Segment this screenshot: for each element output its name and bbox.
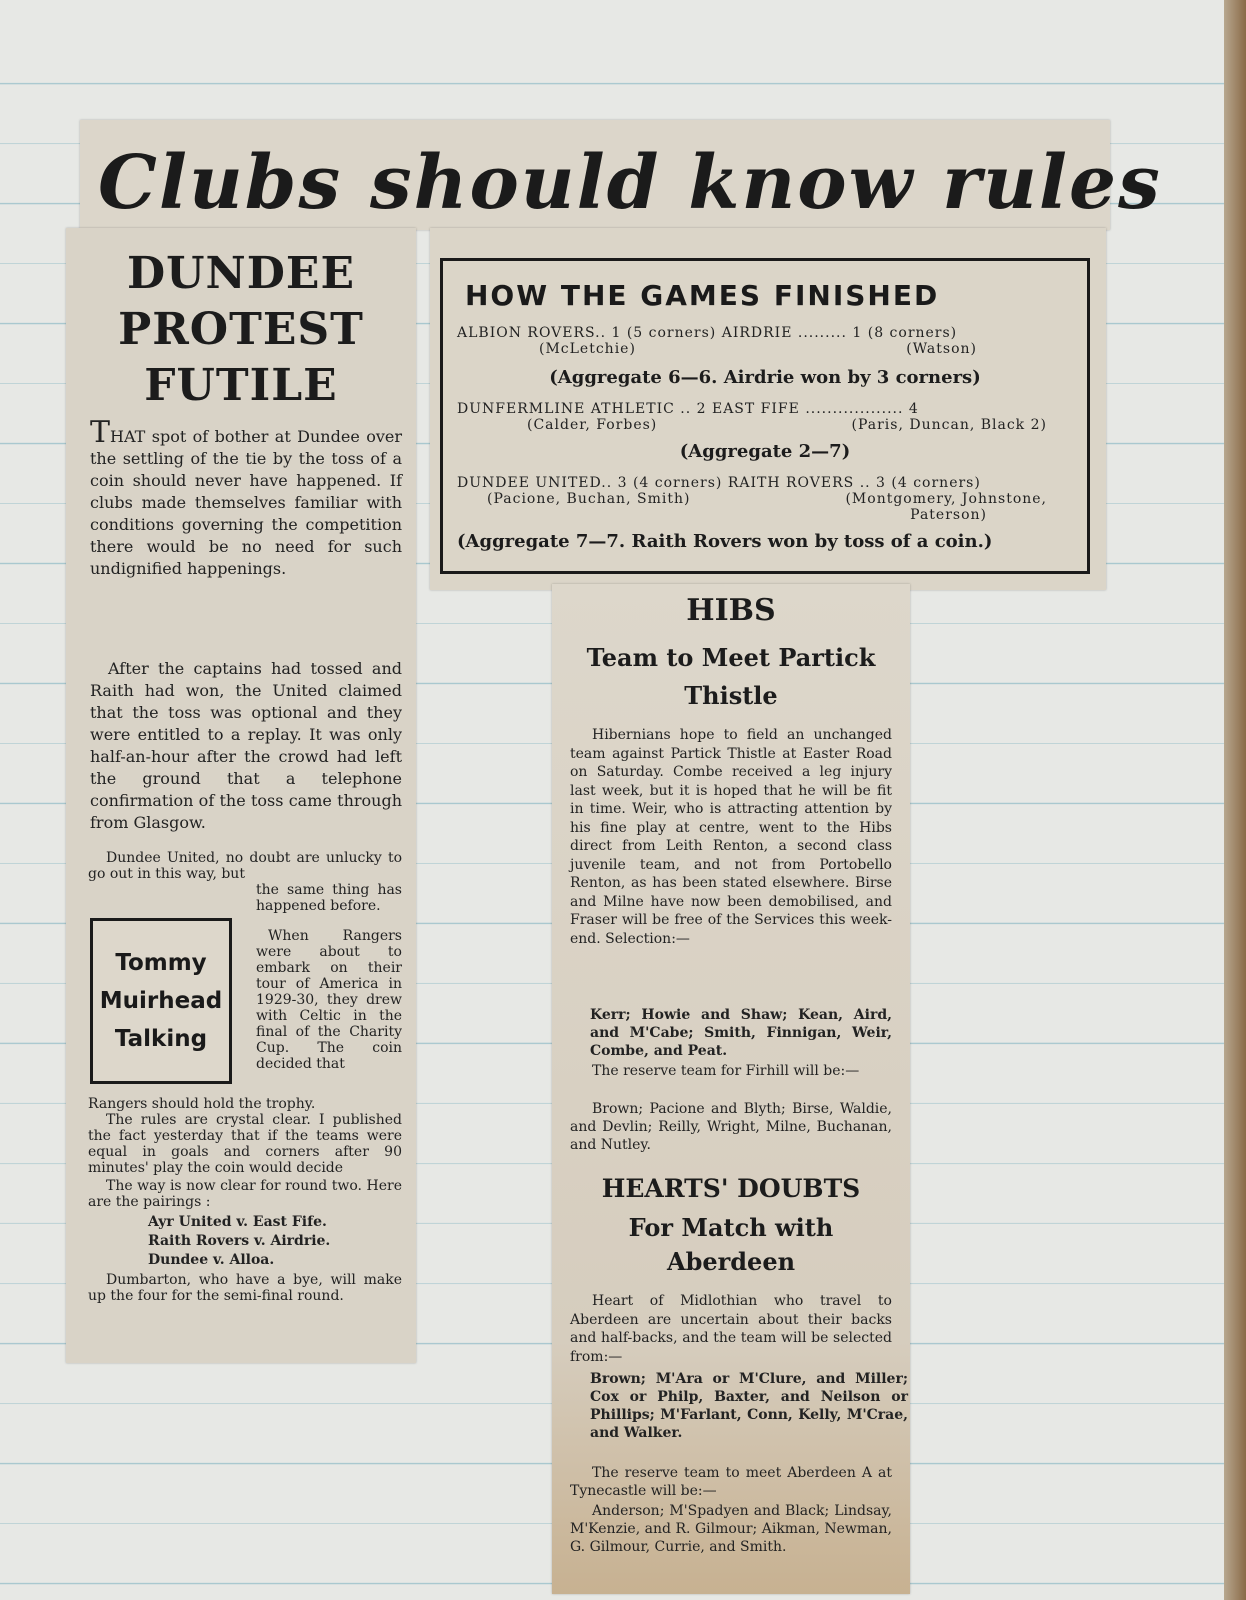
match-1-scoreline: ALBION ROVERS.. 1 (5 corners) AIRDRIE ......... 1 (8 corners): [457, 325, 958, 341]
byline-line-2: Muirhead: [99, 988, 223, 1014]
match-2-aggregate: (Aggregate 2—7): [679, 441, 851, 462]
dundee-paragraph-4-side: When Rangers were about to embark on their tour of America in 1929-30, they drew with Celtic in the final of the Charity Cup. The coin decided that: [256, 928, 402, 1072]
hibs-subheading-line-2: Thistle: [684, 681, 778, 710]
match-3-scoreline: DUNDEE UNITED.. 3 (4 corners) RAITH ROVERS .. 3 (4 corners): [457, 475, 981, 491]
match-2-scoreline: DUNFERMLINE ATHLETIC .. 2 EAST FIFE .................. 4: [457, 401, 919, 417]
dundee-paragraph-2: After the captains had tossed and Raith had won, the United claimed that the toss was optional and they were entitled to a replay. It was only half-an-hour after the crowd had left the ground that a telephone confirmation of the toss came through from Glasgow.: [90, 659, 402, 832]
hibs-hearts-clipping: [552, 584, 910, 1594]
dundee-paragraph-7: Dumbarton, who have a bye, will make up the four for the semi-final round.: [88, 1272, 402, 1304]
match-2-scorers-home: (Calder, Forbes): [527, 417, 658, 433]
hibs-heading: HIBS: [686, 593, 776, 628]
match-1-scorers-away: (Watson): [906, 341, 977, 357]
hibs-subheading-line-1: Team to Meet Partick: [586, 643, 876, 672]
headline: Clubs should know rules: [98, 140, 1162, 226]
match-1-aggregate: (Aggregate 6—6. Airdrie won by 3 corners): [549, 367, 981, 388]
dundee-heading-line-2: PROTEST: [118, 304, 364, 355]
hibs-paragraph-2: The reserve team for Firhill will be:—: [592, 1063, 860, 1079]
pairing-item: Ayr United v. East Fife.: [148, 1214, 327, 1230]
match-3-scorers-away: (Montgomery, Johnstone,: [845, 491, 1047, 507]
hibs-team-selection: Kerr; Howie and Shaw; Kean, Aird, and M'Cabe; Smith, Finnigan, Weir, Combe, and Peat.: [590, 1007, 892, 1059]
byline-line-1: Tommy: [115, 950, 207, 976]
byline-box: [90, 918, 232, 1084]
match-2-scorers-away: (Paris, Duncan, Black 2): [851, 417, 1047, 433]
hearts-subheading-line-2: Aberdeen: [666, 1247, 796, 1276]
byline-line-3: Talking: [114, 1026, 208, 1052]
dundee-article-clipping: [66, 228, 416, 1363]
match-1-scorers-home: (McLetchie): [539, 341, 636, 357]
hearts-paragraph-1: Heart of Midlothian who travel to Aberdeen are uncertain about their backs and half-backs, and the team will be selected from:—: [570, 1293, 892, 1365]
results-box: [440, 258, 1090, 574]
dundee-heading: [66, 228, 416, 414]
match-3-scorers-away-cont: Paterson): [910, 507, 987, 523]
hearts-team-selection: Brown; M'Ara or M'Clure, and Miller; Cox or Philp, Baxter, and Neilson or Phillips; M'Farlant, Conn, Kelly, M'Crae, and Walker.: [590, 1371, 908, 1441]
dundee-paragraph-1: [90, 415, 402, 580]
hearts-reserve-team: Anderson; M'Spadyen and Black; Lindsay, M'Kenzie, and R. Gilmour; Aikman, Newman, G. Gilmour, Currie, and Smith.: [570, 1503, 892, 1555]
drop-cap: T: [90, 415, 111, 450]
dundee-heading-line-1: DUNDEE: [127, 248, 355, 299]
dundee-paragraph-4-end: Rangers should hold the trophy.: [88, 1096, 316, 1112]
pairing-item: Raith Rovers v. Airdrie.: [148, 1233, 331, 1249]
match-3-aggregate: (Aggregate 7—7. Raith Rovers won by toss of a coin.): [457, 531, 993, 552]
dundee-paragraph-5: The rules are crystal clear. I published the fact yesterday that if the teams were equal in goals and corners after 90 minutes' play the coin would decide: [88, 1112, 402, 1176]
hearts-heading: HEARTS' DOUBTS: [601, 1174, 861, 1203]
pairings-list: [88, 1213, 402, 1270]
hibs-reserve-team: Brown; Pacione and Blyth; Birse, Waldie, and Devlin; Reilly, Wright, Milne, Buchanan, and Nutley.: [570, 1101, 892, 1153]
match-3-scorers-home: (Pacione, Buchan, Smith): [487, 491, 691, 507]
headline-clipping: [80, 120, 1162, 230]
hearts-paragraph-2: The reserve team to meet Aberdeen A at Tynecastle will be:—: [570, 1465, 892, 1499]
pairing-item: Dundee v. Alloa.: [148, 1252, 275, 1268]
hearts-subheading-line-1: For Match with: [628, 1213, 834, 1242]
results-title: HOW THE GAMES FINISHED: [465, 279, 940, 312]
scrapbook-page-edge: [1224, 0, 1246, 1600]
dundee-paragraph-1-text: HAT spot of bother at Dundee over the settling of the tie by the toss of a coin should never have happened. If clubs made themselves familiar with conditions governing the competition there would be no need for such undignified happenings.: [90, 427, 402, 578]
dundee-paragraph-3-lead: Dundee United, no doubt are unlucky to go out in this way, but: [88, 850, 402, 882]
dundee-heading-line-3: FUTILE: [144, 360, 338, 411]
dundee-paragraph-3-side: the same thing has happened before.: [256, 882, 402, 914]
hibs-paragraph-1: Hibernians hope to field an unchanged team against Partick Thistle at Easter Road on Saturday. Combe received a leg injury last week, but it is hoped that he will be fit in time. Weir, who is attracting attention by his fine play at centre, went to the Hibs direct from Leith Renton, a second class juvenile team, and not from Portobello Renton, as has been stated elsewhere. Birse and Milne have now been demobilised, and Fraser will be free of the Services this week-end. Selection:—: [570, 727, 892, 947]
dundee-paragraph-6: The way is now clear for round two. Here are the pairings :: [88, 1178, 402, 1210]
results-clipping: [430, 228, 1106, 590]
